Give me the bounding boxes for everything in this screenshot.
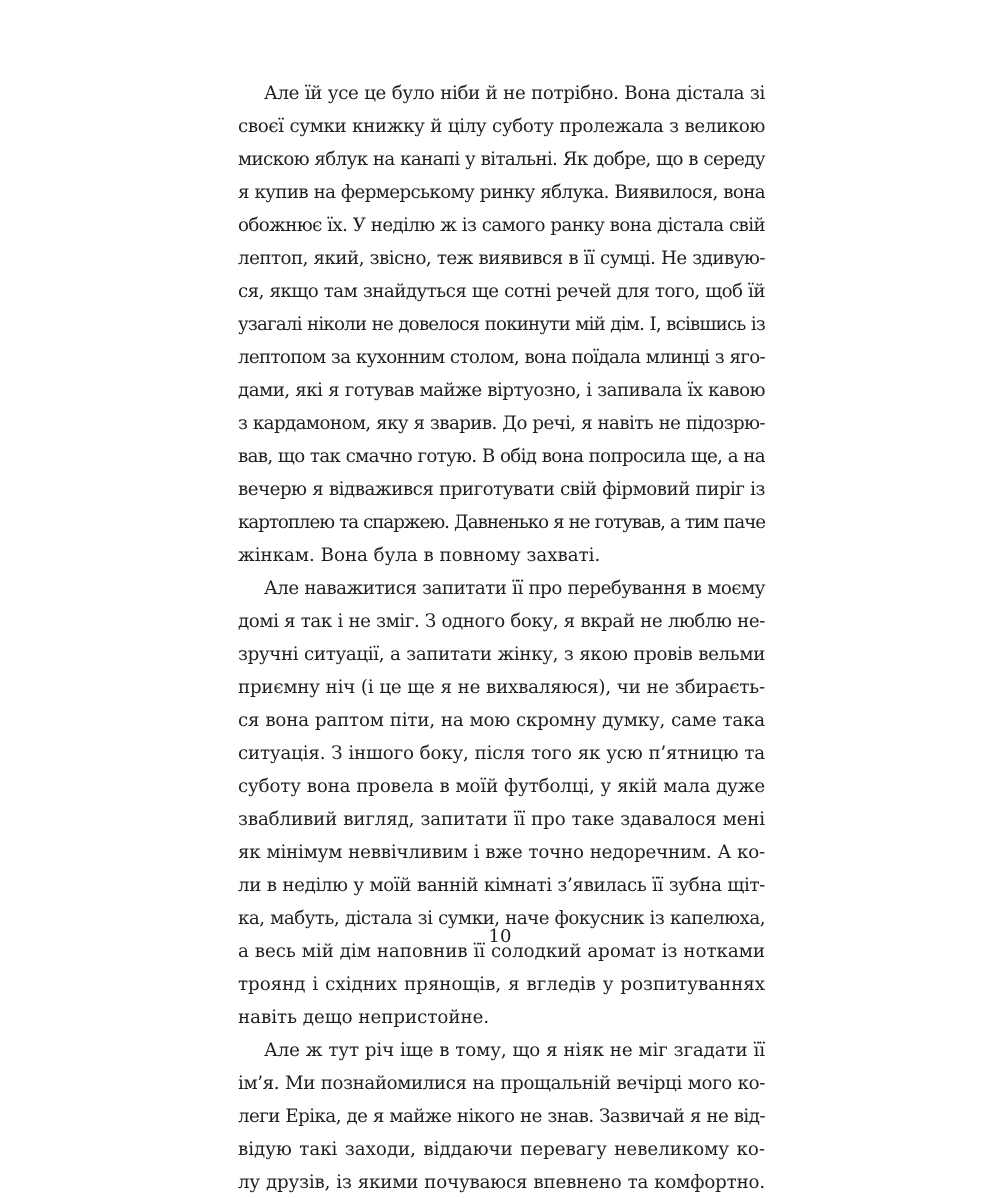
body-text bbox=[238, 77, 765, 1199]
text-line: мискою яблук на канапі у вітальні. Як добре, що в середу bbox=[238, 149, 765, 170]
text-line: ситуація. З іншого боку, після того як усю п’ятницю та bbox=[238, 743, 765, 764]
text-line: відую такі заходи, віддаючи перевагу невеликому ко- bbox=[238, 1139, 765, 1160]
text-line: а весь мій дім наповнив її солодкий аромат із нотками bbox=[238, 941, 765, 962]
text-line: ім’я. Ми познайомилися на прощальній вечірці мого ко- bbox=[238, 1073, 765, 1094]
text-line: леги Еріка, де я майже нікого не знав. Зазвичай я не від- bbox=[238, 1106, 765, 1127]
text-line: дами, які я готував майже віртуозно, і запивала їх кавою bbox=[238, 380, 765, 401]
text-line: своєї сумки книжку й цілу суботу пролежала з великою bbox=[238, 116, 765, 137]
text-line: ка, мабуть, дістала зі сумки, наче фокусник із капелюха, bbox=[238, 908, 765, 929]
text-line: з кардамоном, яку я зварив. До речі, я навіть не підозрю- bbox=[238, 413, 765, 434]
text-line: приємну ніч (і це ще я не вихваляюся), чи не збираєть- bbox=[238, 677, 765, 698]
text-line: Але їй усе це було ніби й не потрібно. Вона дістала зі bbox=[264, 83, 765, 104]
text-line: вав, що так смачно готую. В обід вона попросила ще, а на bbox=[238, 446, 765, 467]
text-line: лептопом за кухонним столом, вона поїдала млинці з яго- bbox=[238, 347, 765, 368]
text-line: вечерю я відважився приготувати свій фірмовий пиріг із bbox=[238, 479, 765, 500]
text-line: як мінімум неввічливим і вже точно недоречним. А ко- bbox=[238, 842, 765, 863]
text-line: Але ж тут річ іще в тому, що я ніяк не міг згадати її bbox=[264, 1040, 765, 1061]
text-line: лептоп, який, звісно, теж виявився в її сумці. Не здивую- bbox=[238, 248, 765, 269]
text-line: Але наважитися запитати її про перебування в моєму bbox=[264, 578, 765, 599]
text-line: звабливий вигляд, запитати її про таке здавалося мені bbox=[238, 809, 765, 830]
text-line: зручні ситуації, а запитати жінку, з якою провів вельми bbox=[238, 644, 765, 665]
text-line: навіть дещо непристойне. bbox=[238, 1007, 490, 1028]
text-line: суботу вона провела в моїй футболці, у якій мала дуже bbox=[238, 776, 765, 797]
text-line: ли в неділю у моїй ванній кімнаті з’явилась її зубна щіт- bbox=[238, 875, 765, 896]
text-line: обожнює їх. У неділю ж із самого ранку вона дістала свій bbox=[238, 215, 765, 236]
text-line: я купив на фермерському ринку яблука. Виявилося, вона bbox=[238, 182, 765, 203]
text-line: лу друзів, із якими почуваюся впевнено та комфортно. bbox=[238, 1172, 765, 1193]
text-line: жінкам. Вона була в повному захваті. bbox=[238, 545, 601, 566]
page-number: 10 bbox=[488, 926, 512, 947]
text-line: троянд і східних прянощів, я вгледів у розпитуваннях bbox=[238, 974, 765, 995]
text-line: домі я так і не зміг. З одного боку, я вкрай не люблю не- bbox=[238, 611, 765, 632]
text-line: картоплею та спаржею. Давненько я не готував, а тим паче bbox=[238, 512, 765, 533]
text-line: узагалі ніколи не довелося покинути мій дім. І, всівшись із bbox=[238, 314, 765, 335]
text-line: ся, якщо там знайдуться ще сотні речей для того, щоб їй bbox=[238, 281, 765, 302]
text-line: ся вона раптом піти, на мою скромну думку, саме така bbox=[238, 710, 765, 731]
